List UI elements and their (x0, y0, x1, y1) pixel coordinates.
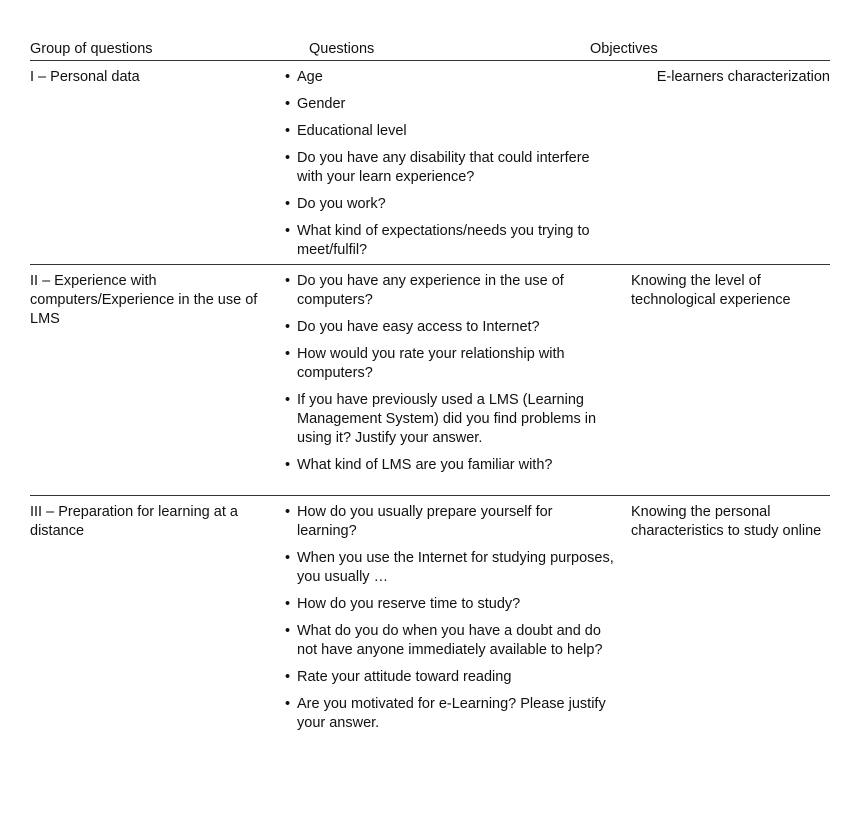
list-item (285, 549, 615, 587)
list-item (285, 95, 615, 114)
header-objectives: Objectives (590, 41, 658, 57)
question-text: Do you have any experience in the use of computers? (297, 273, 564, 308)
bullet-icon: • (285, 273, 291, 289)
list-item (285, 456, 615, 475)
question-text: If you have previously used a LMS (Learning Management System) did you find problems in using it? Justify your answer. (297, 392, 597, 446)
question-text: Do you work? (297, 196, 386, 212)
table-row (30, 496, 830, 741)
bullet-icon: • (285, 696, 291, 712)
group-cell: I – Personal data (30, 69, 140, 85)
list-item (285, 391, 615, 448)
bullet-icon: • (285, 96, 291, 112)
question-text: Do you have easy access to Internet? (297, 319, 540, 335)
question-text: How would you rate your relationship with computers? (297, 346, 565, 381)
question-text: Gender (297, 96, 346, 112)
list-item (285, 149, 615, 187)
header-questions: Questions (309, 41, 375, 57)
bullet-icon: • (285, 69, 291, 85)
objective-cell: Knowing the personal characteristics to study online (631, 504, 822, 539)
bullet-icon: • (285, 669, 291, 685)
objective-cell: Knowing the level of technological experience (631, 273, 791, 308)
questions-cell (285, 272, 615, 495)
list-item (285, 695, 615, 733)
bullet-icon: • (285, 596, 291, 612)
bullet-icon: • (285, 319, 291, 335)
list-item (285, 68, 615, 87)
question-text: Are you motivated for e-Learning? Please justify your answer. (297, 696, 606, 731)
question-text: Educational level (297, 123, 407, 139)
bullet-icon: • (285, 123, 291, 139)
list-item (285, 503, 615, 541)
list-item (285, 595, 615, 614)
list-item (285, 222, 615, 260)
questionnaire-table (30, 38, 830, 741)
bullet-icon: • (285, 457, 291, 473)
header-group: Group of questions (30, 41, 153, 57)
list-item (285, 122, 615, 141)
question-text: Rate your attitude toward reading (297, 669, 512, 685)
bullet-icon: • (285, 196, 291, 212)
list-item (285, 668, 615, 687)
question-text: How do you usually prepare yourself for learning? (297, 504, 553, 539)
list-item (285, 195, 615, 214)
question-list (285, 272, 615, 475)
bullet-icon: • (285, 150, 291, 166)
questions-cell (285, 503, 615, 741)
question-text: When you use the Internet for studying purposes, you usually … (297, 550, 614, 585)
table-header (30, 38, 830, 61)
questions-cell (285, 68, 615, 264)
question-list (285, 503, 615, 733)
group-cell: III – Preparation for learning at a distance (30, 504, 238, 539)
question-list (285, 68, 615, 260)
group-cell: II – Experience with computers/Experience in the use of LMS (30, 273, 258, 327)
bullet-icon: • (285, 346, 291, 362)
question-text: Do you have any disability that could interfere with your learn experience? (297, 150, 590, 185)
list-item (285, 272, 615, 310)
objective-cell: E-learners characterization (656, 69, 830, 85)
question-text: What kind of expectations/needs you trying to meet/fulfil? (297, 223, 590, 258)
question-text: How do you reserve time to study? (297, 596, 521, 612)
list-item (285, 318, 615, 337)
bullet-icon: • (285, 623, 291, 639)
bullet-icon: • (285, 550, 291, 566)
question-text: What do you do when you have a doubt and do not have anyone immediately available to help? (297, 623, 603, 658)
list-item (285, 622, 615, 660)
bullet-icon: • (285, 392, 291, 408)
table-row (30, 265, 830, 496)
table-row (30, 61, 830, 265)
question-text: What kind of LMS are you familiar with? (297, 457, 553, 473)
bullet-icon: • (285, 504, 291, 520)
question-text: Age (297, 69, 323, 85)
list-item (285, 345, 615, 383)
bullet-icon: • (285, 223, 291, 239)
